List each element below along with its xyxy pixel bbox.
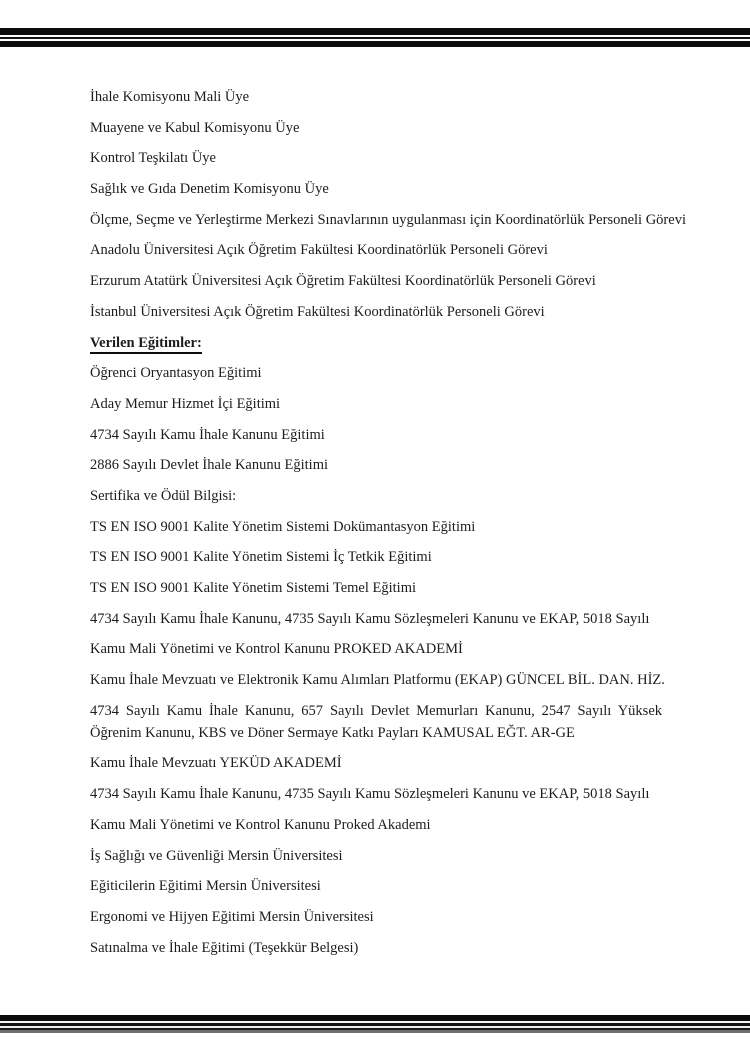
document-line: Anadolu Üniversitesi Açık Öğretim Fakültesi Koordinatörlük Personeli Görevi xyxy=(90,242,548,259)
document-line: Aday Memur Hizmet İçi Eğitimi xyxy=(90,395,281,412)
document-line: Kontrol Teşkilatı Üye xyxy=(90,150,216,167)
document-content xyxy=(90,86,686,967)
document-line: İhale Komisyonu Mali Üye xyxy=(90,89,250,105)
document-line: İstanbul Üniversitesi Açık Öğretim Fakültesi Koordinatörlük Personeli Görevi xyxy=(90,303,545,320)
document-line: Kamu İhale Mevzuatı YEKÜD AKADEMİ xyxy=(90,755,342,772)
document-line: TS EN ISO 9001 Kalite Yönetim Sistemi Temel Eğitimi xyxy=(90,580,417,596)
document-line: Ergonomi ve Hijyen Eğitimi Mersin Üniversitesi xyxy=(90,908,374,925)
document-line: Kamu Mali Yönetimi ve Kontrol Kanunu Proked Akademi xyxy=(90,816,431,833)
document-line: 4734 Sayılı Kamu İhale Kanunu, 4735 Sayılı Kamu Sözleşmeleri Kanunu ve EKAP, 5018 Sayılı xyxy=(90,610,650,627)
document-line: Kamu İhale Mevzuatı ve Elektronik Kamu Alımları Platformu (EKAP) GÜNCEL BİL. DAN. HİZ. xyxy=(90,672,665,689)
top-border-thick-line xyxy=(0,41,750,47)
document-line: Kamu Mali Yönetimi ve Kontrol Kanunu PROKED AKADEMİ xyxy=(90,641,463,658)
document-line: Eğiticilerin Eğitimi Mersin Üniversitesi xyxy=(90,878,321,895)
section-heading-text: Verilen Eğitimler: xyxy=(90,335,202,354)
document-line: Erzurum Atatürk Üniversitesi Açık Öğretim Fakültesi Koordinatörlük Personeli Görevi xyxy=(90,273,596,290)
document-line: Öğrenci Oryantasyon Eğitimi xyxy=(90,365,262,382)
document-line: 4734 Sayılı Kamu İhale Kanunu Eğitimi xyxy=(90,426,325,443)
document-line: TS EN ISO 9001 Kalite Yönetim Sistemi İç Tetkik Eğitimi xyxy=(90,549,432,566)
top-border-thick-line xyxy=(0,28,750,35)
document-line: TS EN ISO 9001 Kalite Yönetim Sistemi Dokümantasyon Eğitimi xyxy=(90,518,476,535)
bottom-page-border xyxy=(0,1015,750,1033)
document-line: Sağlık ve Gıda Denetim Komisyonu Üye xyxy=(90,181,329,198)
document-line: Ölçme, Seçme ve Yerleştirme Merkezi Sınavlarının uygulanması için Koordinatörlük Personeli Görevi xyxy=(90,211,686,228)
document-line: Muayene ve Kabul Komisyonu Üye xyxy=(90,119,300,136)
document-line: Satınalma ve İhale Eğitimi (Teşekkür Belgesi) xyxy=(90,939,359,956)
document-line: 2886 Sayılı Devlet İhale Kanunu Eğitimi xyxy=(90,457,328,474)
top-page-border xyxy=(0,28,750,47)
document-line: İş Sağlığı ve Güvenliği Mersin Üniversitesi xyxy=(90,847,343,864)
bottom-border-shadow-line xyxy=(0,1030,750,1033)
section-heading xyxy=(90,332,662,354)
document-line: 4734 Sayılı Kamu İhale Kanunu, 657 Sayılı Devlet Memurları Kanunu, 2547 Sayılı Yüksek Öğrenim Kanunu, KBS ve Döner Sermaye Katkı Payları KAMUSAL EĞT. AR-GE xyxy=(90,702,662,741)
document-line: Sertifika ve Ödül Bilgisi: xyxy=(90,487,237,504)
document-line: 4734 Sayılı Kamu İhale Kanunu, 4735 Sayılı Kamu Sözleşmeleri Kanunu ve EKAP, 5018 Sayılı xyxy=(90,786,650,803)
